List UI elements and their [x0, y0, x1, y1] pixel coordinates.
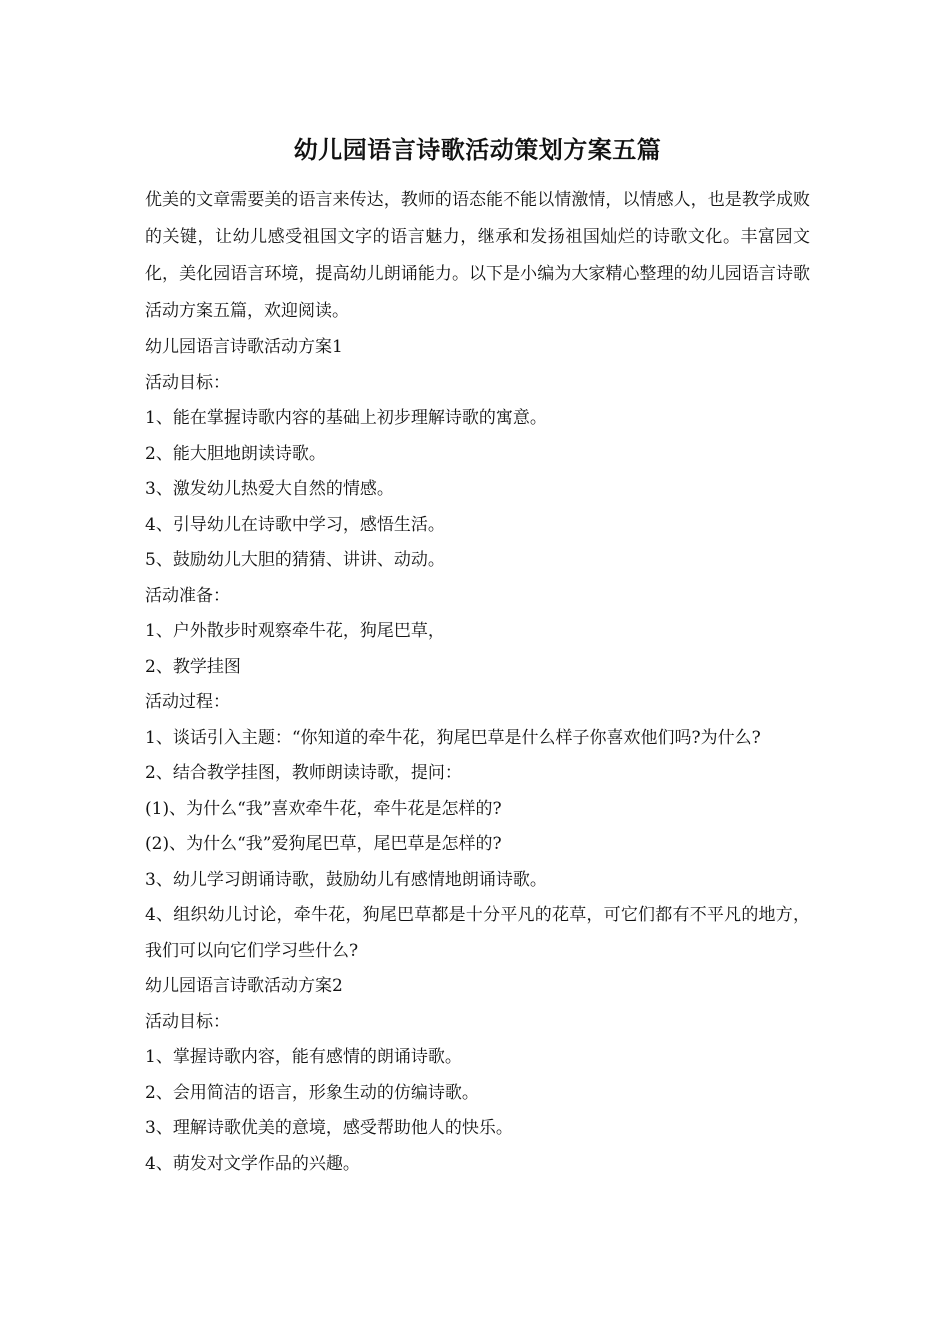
list-item: (1)、为什么“我”喜欢牵牛花，牵牛花是怎样的? [145, 798, 502, 819]
list-item: 4、引导幼儿在诗歌中学习，感悟生活。 [145, 514, 445, 535]
list-item: (2)、为什么“我”爱狗尾巴草，尾巴草是怎样的? [145, 834, 502, 854]
heading-activity-goals: 活动目标： [145, 1011, 230, 1032]
list-item: 2、会用简洁的语言，形象生动的仿编诗歌。 [145, 1082, 479, 1103]
list-item: 2、结合教学挂图，教师朗读诗歌，提问： [145, 763, 462, 783]
list-item: 1、能在掌握诗歌内容的基础上初步理解诗歌的寓意。 [145, 408, 547, 428]
list-item: 3、激发幼儿热爱大自然的情感。 [145, 479, 394, 499]
section-heading-plan-2: 幼儿园语言诗歌活动方案2 [145, 976, 343, 996]
list-item: 3、理解诗歌优美的意境，感受帮助他人的快乐。 [145, 1118, 513, 1138]
list-item: 1、谈话引入主题：“你知道的牵牛花，狗尾巴草是什么样子你喜欢他们吗?为什么? [145, 727, 761, 748]
list-item: 2、教学挂图 [145, 656, 241, 677]
list-item: 1、掌握诗歌内容，能有感情的朗诵诗歌。 [145, 1047, 462, 1067]
list-item: 3、幼儿学习朗诵诗歌，鼓励幼儿有感情地朗诵诗歌。 [145, 869, 547, 890]
list-item: 1、户外散步时观察牵牛花，狗尾巴草， [145, 621, 445, 641]
intro-paragraph: 优美的文章需要美的语言来传达，教师的语态能不能以情激情，以情感人，也是教学成败的关键，让幼儿感受祖国文字的语言魅力，继承和发扬祖国灿烂的诗歌文化。丰富园文化，美化园语言环境，提高幼儿朗诵能力。以下是小编为大家精心整理的幼儿园语言诗歌活动方案五篇，欢迎阅读。 [145, 190, 810, 321]
list-item: 5、鼓励幼儿大胆的猜猜、讲讲、动动。 [145, 550, 445, 570]
heading-activity-goals: 活动目标： [145, 372, 230, 393]
document-page [145, 130, 810, 1182]
list-item: 4、萌发对文学作品的兴趣。 [145, 1153, 360, 1174]
heading-activity-process: 活动过程： [145, 692, 230, 712]
list-item: 2、能大胆地朗读诗歌。 [145, 443, 326, 464]
heading-activity-preparation: 活动准备： [145, 585, 230, 606]
document-title: 幼儿园语言诗歌活动策划方案五篇 [293, 135, 662, 164]
list-item: 4、组织幼儿讨论，牵牛花，狗尾巴草都是十分平凡的花草，可它们都有不平凡的地方，我们可以向它们学习些什么? [145, 905, 810, 961]
section-heading-plan-1: 幼儿园语言诗歌活动方案1 [145, 337, 343, 357]
